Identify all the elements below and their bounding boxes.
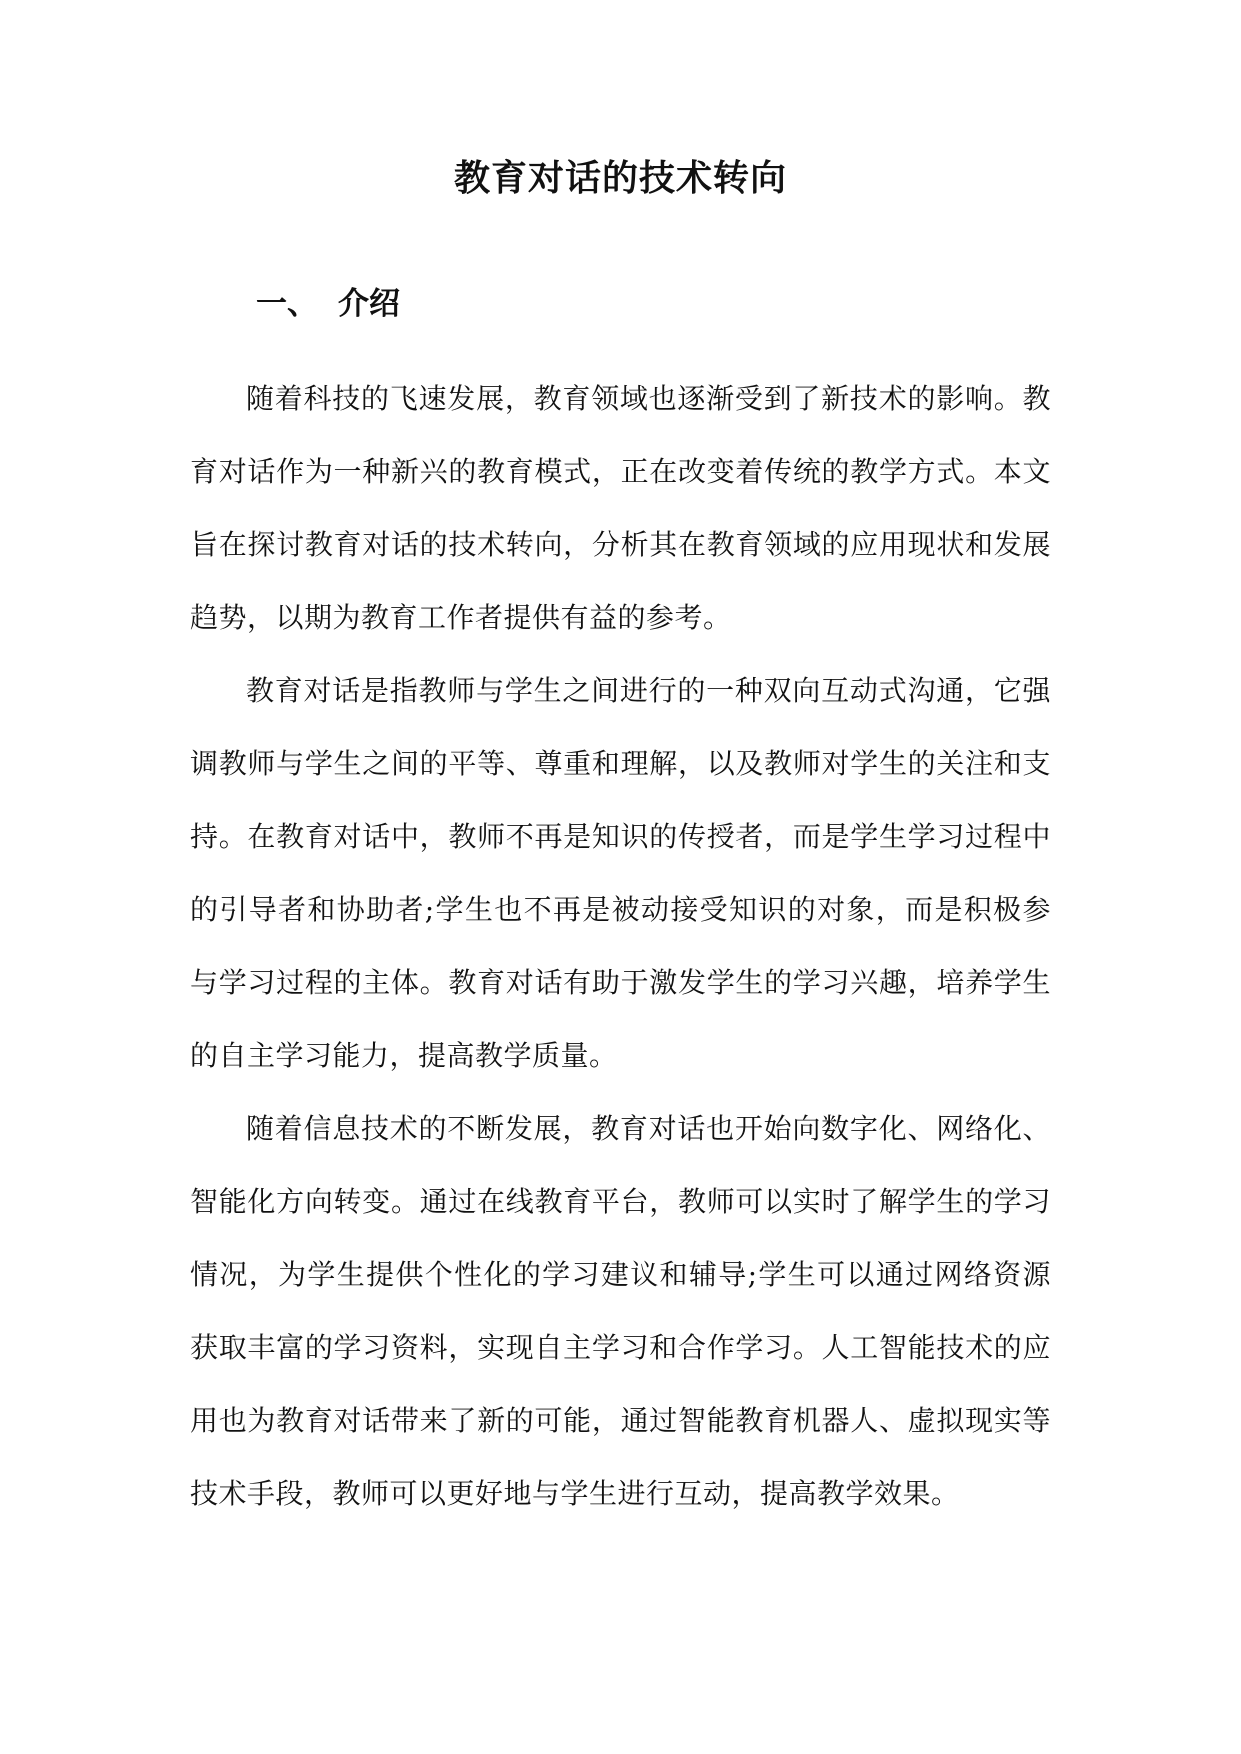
paragraph-intro: 随着科技的飞速发展，教育领域也逐渐受到了新技术的影响。教育对话作为一种新兴的教育模式，正在改变着传统的教学方式。本文旨在探讨教育对话的技术转向，分析其在教育领域的应用现状和发展趋势，以期为教育工作者提供有益的参考。 (190, 382, 1051, 634)
section-heading-text: 介绍 (338, 286, 400, 322)
document-body (190, 362, 1051, 1530)
paragraph-definition: 教育对话是指教师与学生之间进行的一种双向互动式沟通，它强调教师与学生之间的平等、尊重和理解，以及教师对学生的关注和支持。在教育对话中，教师不再是知识的传授者，而是学生学习过程中的引导者和协助者;学生也不再是被动接受知识的对象，而是积极参与学习过程的主体。教育对话有助于激发学生的学习兴趣，培养学生的自主学习能力，提高教学质量。 (190, 674, 1051, 1072)
document-title: 教育对话的技术转向 (453, 157, 787, 199)
section-heading (256, 279, 400, 329)
section-number: 一、 (256, 286, 318, 322)
paragraph-technology: 随着信息技术的不断发展，教育对话也开始向数字化、网络化、智能化方向转变。通过在线教育平台，教师可以实时了解学生的学习情况，为学生提供个性化的学习建议和辅导;学生可以通过网络资源获取丰富的学习资料，实现自主学习和合作学习。人工智能技术的应用也为教育对话带来了新的可能，通过智能教育机器人、虚拟现实等技术手段，教师可以更好地与学生进行互动，提高教学效果。 (190, 1112, 1051, 1510)
